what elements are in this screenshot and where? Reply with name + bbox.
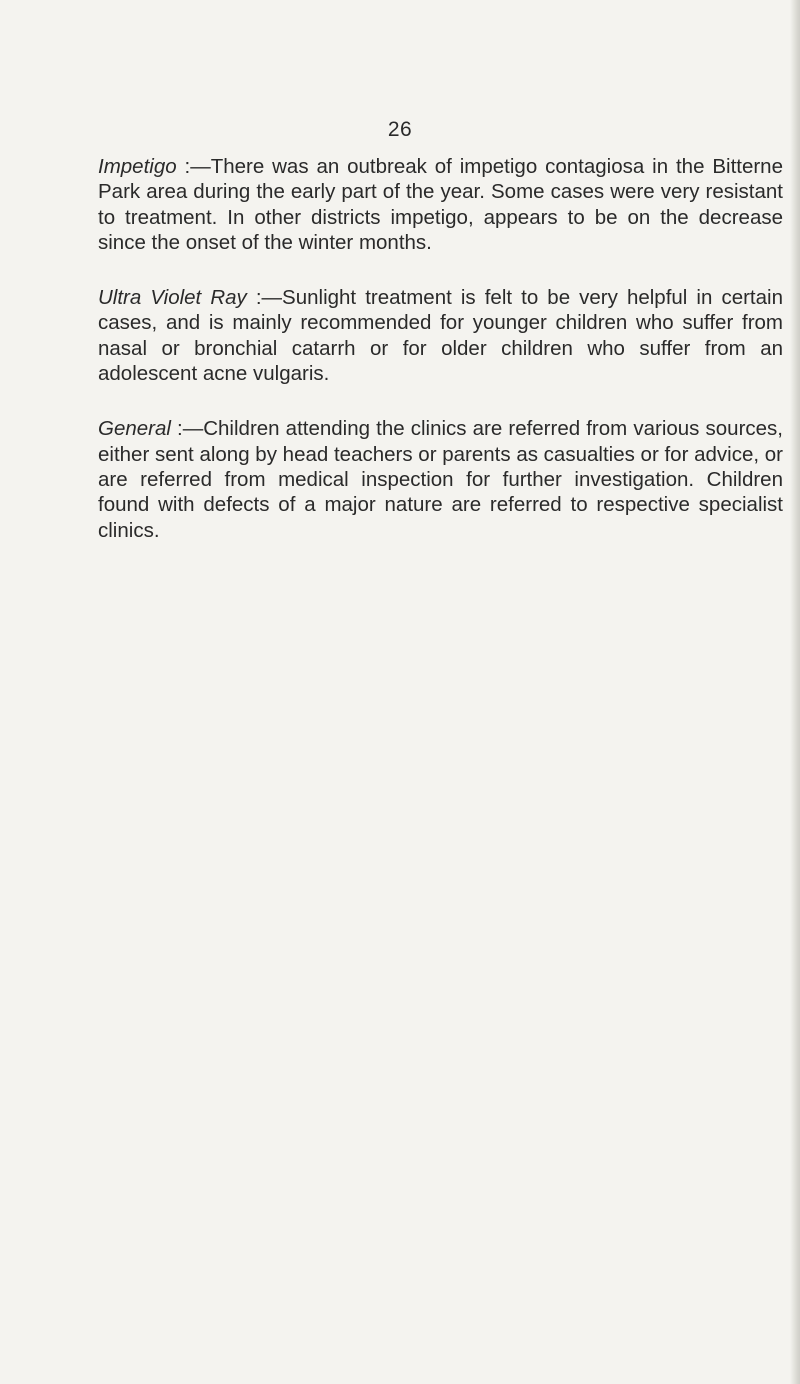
page-edge-shadow [790, 0, 800, 1384]
paragraph-text: :—There was an outbreak of impetigo contagiosa in the Bitterne Park area during the early part of the year. Some cases were very resistant to treatment. In other districts impetigo, appears to be on the decrease since the onset of the winter months. [98, 155, 783, 254]
paragraph-ultra-violet-ray [98, 285, 783, 386]
page-number: 26 [387, 118, 413, 141]
paragraph-heading: General [98, 417, 171, 441]
paragraph-impetigo [98, 154, 783, 255]
paragraph-heading: Impetigo [98, 155, 177, 178]
paragraph-text: :—Sunlight treatment is felt to be very helpful in certain cases, and is mainly recommended for younger children who suffer from nasal or bronchial catarrh or for older children who suffer from an adolescent acne vulgaris. [98, 286, 783, 386]
document-body [98, 154, 783, 573]
paragraph-heading: Ultra Violet Ray [98, 286, 247, 310]
paragraph-text: :—Children attending the clinics are referred from various sources, either sent along by head teachers or parents as casualties or for advice, or are referred from medical inspection for further investigation. Children found with defects of a major nature are referred to respective specialist clinics. [98, 417, 783, 542]
paragraph-general [98, 416, 783, 542]
